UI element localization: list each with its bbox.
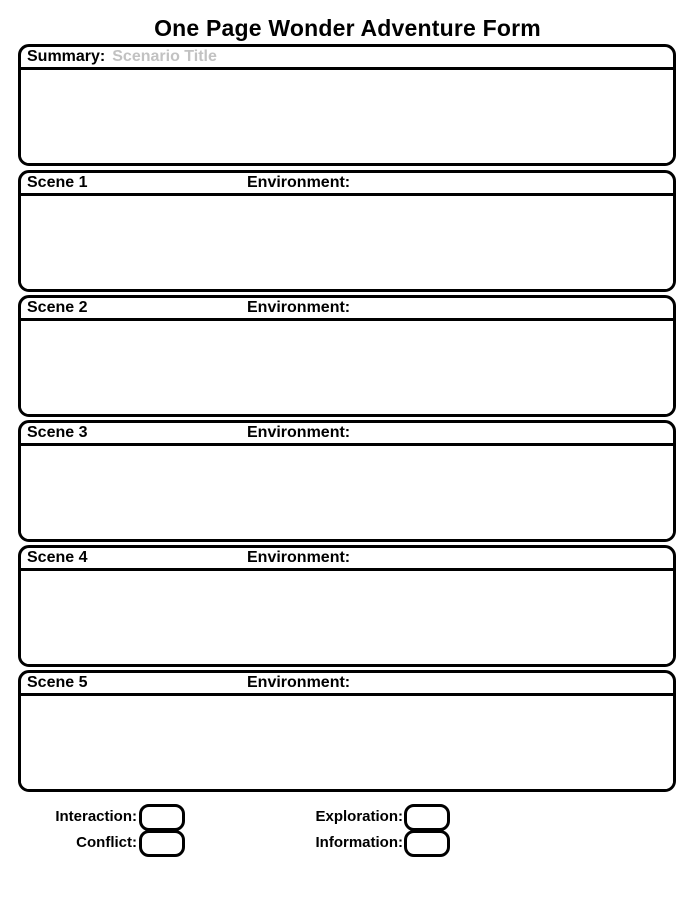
scene-2-header xyxy=(21,298,673,321)
scene-4-notes-area[interactable] xyxy=(21,571,673,664)
summary-header xyxy=(21,47,673,70)
scene-3-notes-area[interactable] xyxy=(21,446,673,539)
scene-2-notes-area[interactable] xyxy=(21,321,673,414)
conflict-label: Conflict: xyxy=(76,834,137,851)
scene-4-label: Scene 4 xyxy=(27,549,88,566)
scene-3-panel xyxy=(18,420,676,542)
conflict-checkbox[interactable] xyxy=(139,830,185,857)
information-checkbox[interactable] xyxy=(404,830,450,857)
scene-5-header xyxy=(21,673,673,696)
scene-2-panel xyxy=(18,295,676,417)
scene-1-notes-area[interactable] xyxy=(21,196,673,289)
scene-4-environment-field[interactable] xyxy=(351,548,669,567)
scene-4-panel xyxy=(18,545,676,667)
scene-1-environment-field[interactable] xyxy=(351,173,669,192)
scene-5-notes-area[interactable] xyxy=(21,696,673,789)
scene-1-label: Scene 1 xyxy=(27,174,88,191)
summary-notes-area[interactable] xyxy=(21,70,673,163)
interaction-checkbox[interactable] xyxy=(139,804,185,831)
scene-1-panel xyxy=(18,170,676,292)
scene-2-environment-field[interactable] xyxy=(351,298,669,317)
exploration-checkbox[interactable] xyxy=(404,804,450,831)
page-title: One Page Wonder Adventure Form xyxy=(154,15,541,41)
scene-5-environment-label: Environment: xyxy=(247,674,351,691)
scene-3-environment-field[interactable] xyxy=(351,423,669,442)
scene-3-environment-label: Environment: xyxy=(247,424,351,441)
summary-label: Summary: xyxy=(27,48,106,65)
scene-5-label: Scene 5 xyxy=(27,674,88,691)
interaction-label: Interaction: xyxy=(55,808,137,825)
scene-5-panel xyxy=(18,670,676,792)
scene-3-header xyxy=(21,423,673,446)
scene-4-environment-label: Environment: xyxy=(247,549,351,566)
scene-3-label: Scene 3 xyxy=(27,424,88,441)
exploration-label: Exploration: xyxy=(315,808,403,825)
scene-2-environment-label: Environment: xyxy=(247,299,351,316)
scene-2-label: Scene 2 xyxy=(27,299,88,316)
scene-1-environment-label: Environment: xyxy=(247,174,351,191)
information-label: Information: xyxy=(315,834,403,851)
scene-5-environment-field[interactable] xyxy=(351,673,669,692)
scene-1-header xyxy=(21,173,673,196)
scene-4-header xyxy=(21,548,673,571)
summary-panel xyxy=(18,44,676,166)
scenario-title-field[interactable]: Scenario Title xyxy=(112,48,217,65)
